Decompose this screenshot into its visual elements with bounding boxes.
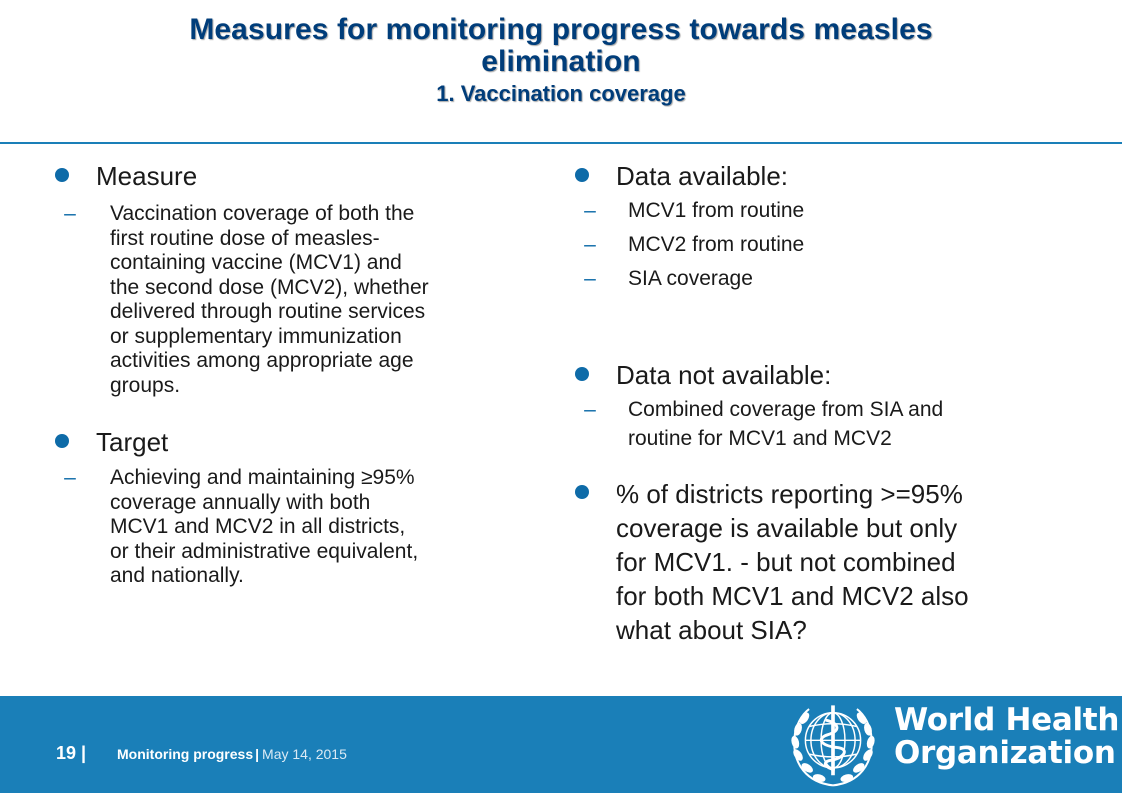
footer-separator: | (255, 746, 260, 762)
districts-line: for both MCV1 and MCV2 also (616, 581, 969, 611)
data-available-text: MCV2 from routine (628, 233, 805, 256)
page-number (56, 743, 86, 764)
bullet-dot-icon (55, 168, 69, 182)
districts-line: % of districts reporting >=95% (616, 479, 963, 509)
page-number-value: 19 (56, 743, 77, 763)
bullet-districts (575, 477, 1095, 647)
data-available-text: MCV1 from routine (628, 199, 805, 222)
who-emblem-icon (787, 698, 879, 790)
slide-title (0, 14, 1122, 108)
data-available-heading: Data available: (616, 161, 788, 191)
footer-section: Monitoring progress (117, 746, 254, 762)
measure-description (55, 202, 565, 398)
target-line: Achieving and maintaining ≥95% (110, 466, 415, 489)
dash-marker: – (584, 199, 596, 222)
data-available-item (575, 194, 1095, 228)
data-available-item (575, 262, 1095, 296)
target-heading: Target (96, 427, 169, 457)
data-not-available-line: routine for MCV1 and MCV2 (628, 427, 892, 450)
data-not-available-item (575, 395, 1095, 453)
bullet-dot-icon (575, 485, 589, 499)
bullet-data-available (575, 160, 1095, 192)
title-subtitle: 1. Vaccination coverage (436, 81, 686, 106)
measure-line: activities among appropriate age (110, 349, 414, 372)
measure-line: or supplementary immunization (110, 324, 402, 348)
measure-line: the second dose (MCV2), whether (110, 275, 429, 299)
target-line: MCV1 and MCV2 in all districts, (110, 515, 406, 538)
dash-marker: – (584, 267, 596, 290)
measure-line: delivered through routine services (110, 300, 426, 323)
organization-name-line-2: Organization (894, 735, 1116, 771)
bullet-dot-icon (575, 367, 589, 381)
data-available-text: SIA coverage (628, 267, 753, 290)
title-line-2: elimination (481, 45, 641, 78)
bullet-dot-icon (55, 434, 69, 448)
title-line-1: Measures for monitoring progress towards measles (189, 13, 933, 46)
measure-line: containing vaccine (MCV1) and (110, 251, 402, 274)
target-line: or their administrative equivalent, (110, 539, 419, 563)
districts-line: for MCV1. - but not combined (616, 547, 956, 577)
page-separator: | (81, 743, 87, 763)
dash-marker: – (584, 233, 596, 256)
target-description (55, 466, 565, 589)
target-line: coverage annually with both (110, 490, 371, 514)
measure-line: first routine dose of measles- (110, 226, 380, 250)
districts-line: what about SIA? (616, 615, 807, 645)
right-column (575, 160, 1095, 647)
dash-marker: – (584, 398, 596, 421)
measure-line: Vaccination coverage of both the (110, 202, 415, 225)
data-available-item (575, 228, 1095, 262)
dash-marker: – (64, 202, 76, 225)
left-column (55, 160, 565, 589)
measure-heading: Measure (96, 161, 198, 191)
organization-name-line-1: World Health (894, 702, 1120, 738)
bullet-measure (55, 160, 565, 192)
bullet-target (55, 426, 565, 458)
title-divider (0, 142, 1122, 144)
measure-line: groups. (110, 373, 181, 397)
districts-line: coverage is available but only (616, 513, 958, 543)
bullet-dot-icon (575, 168, 589, 182)
bullet-data-not-available (575, 359, 1095, 391)
target-line: and nationally. (110, 564, 244, 587)
dash-marker: – (64, 466, 76, 489)
footer-bar (0, 696, 1122, 793)
footer-date: May 14, 2015 (262, 746, 347, 762)
footer-caption (117, 746, 347, 762)
data-not-available-line: Combined coverage from SIA and (628, 398, 944, 421)
organization-name (894, 704, 1119, 770)
data-not-available-heading: Data not available: (616, 360, 832, 390)
